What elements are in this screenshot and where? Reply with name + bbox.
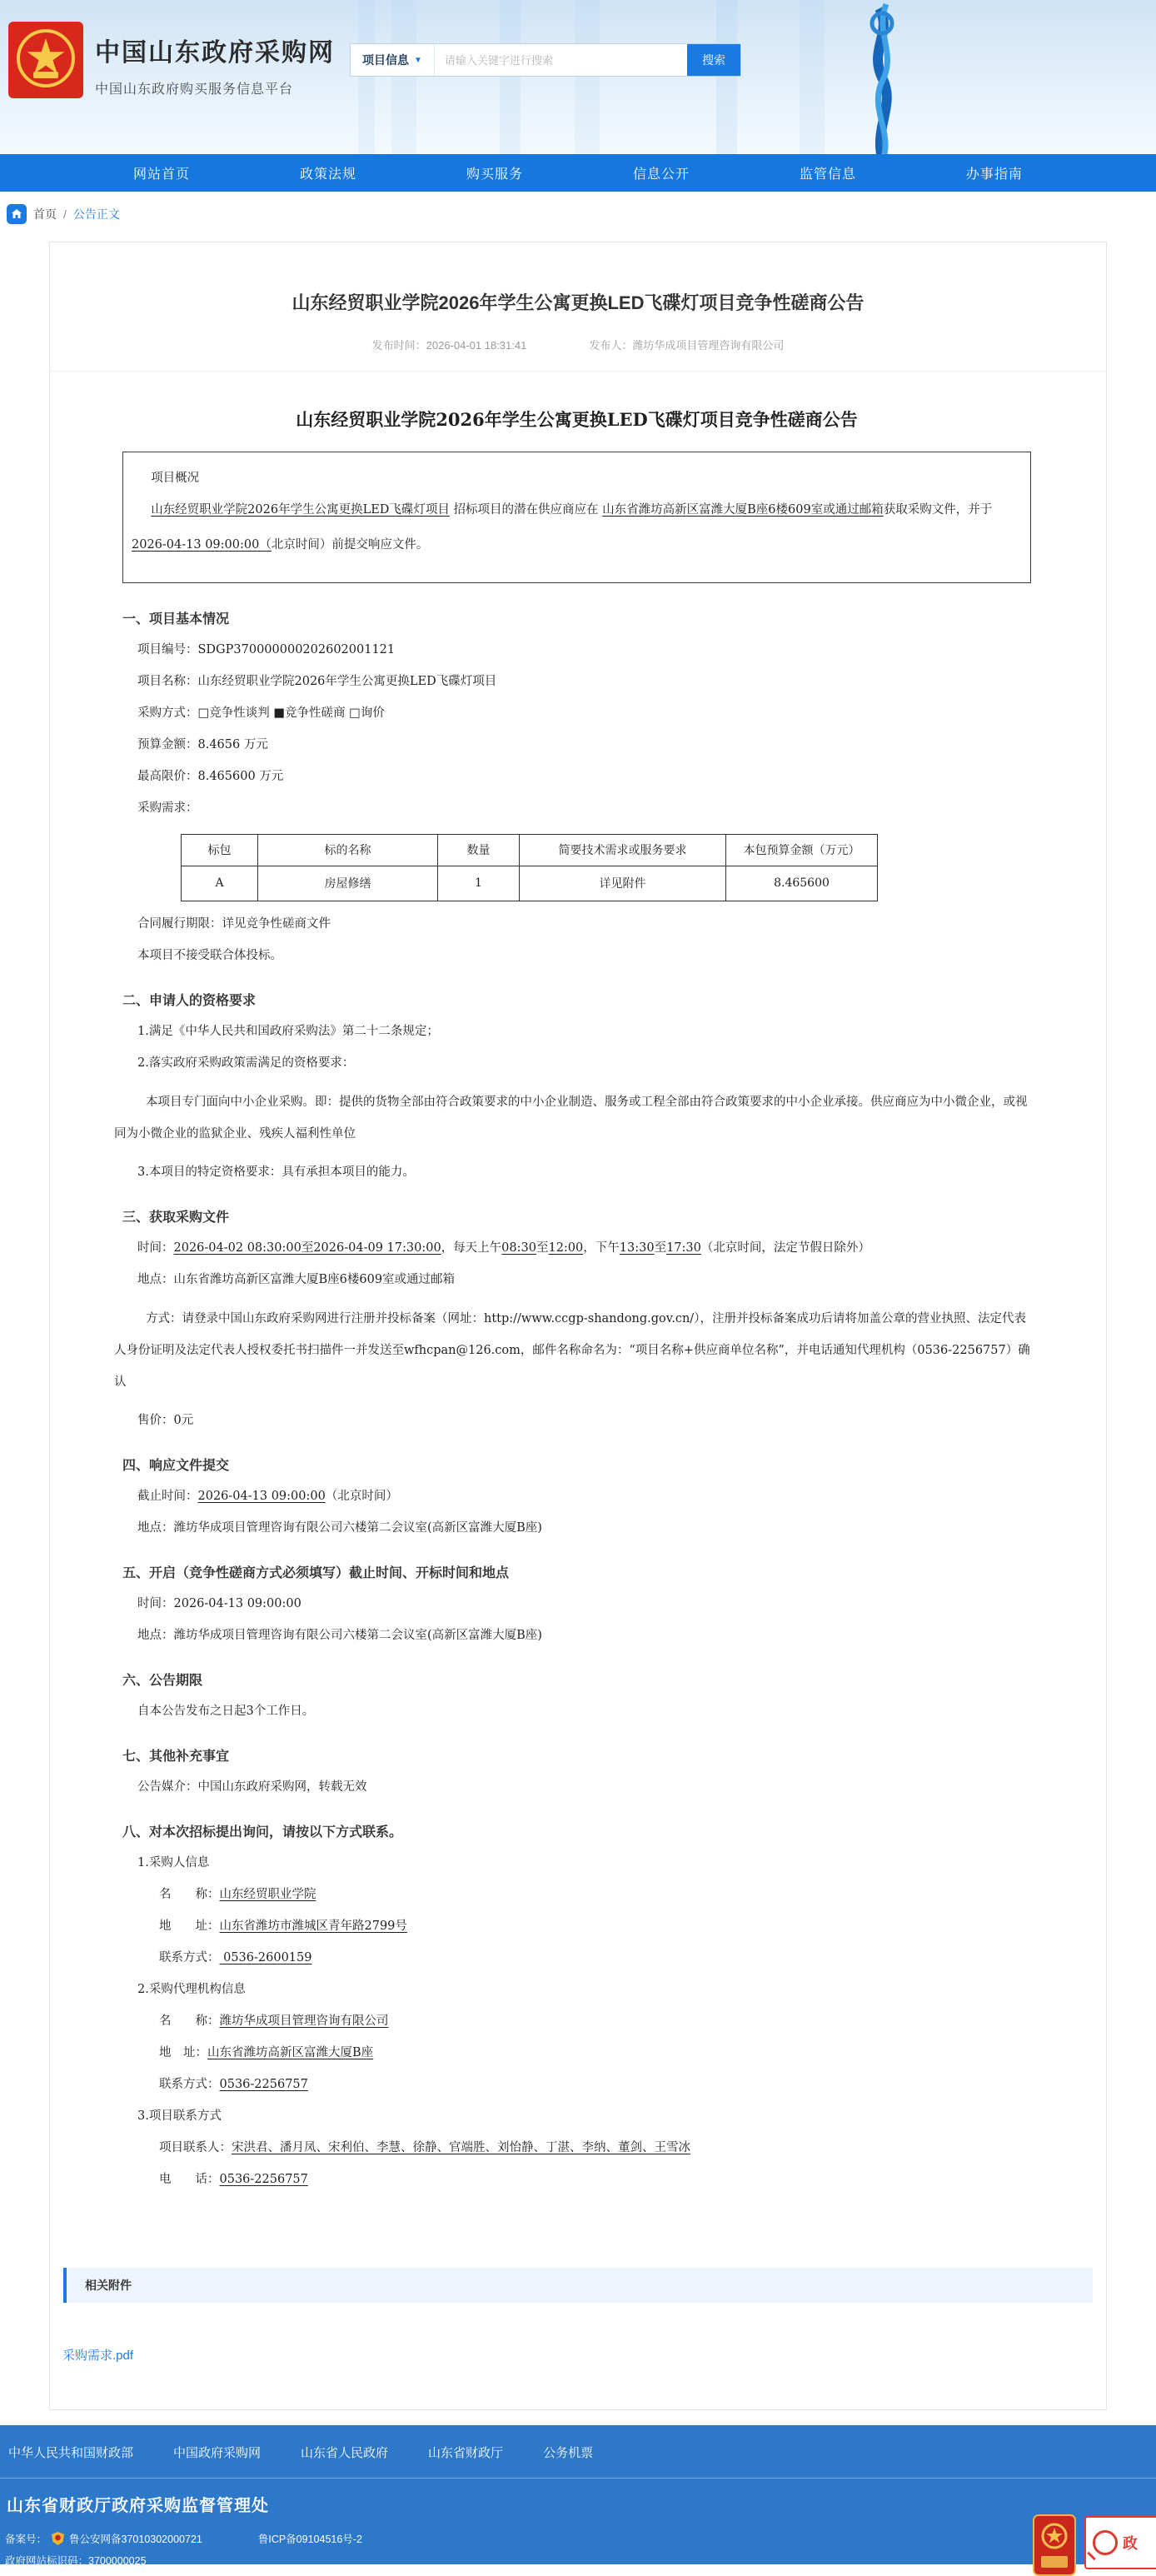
home-icon[interactable]: [7, 204, 27, 224]
seg: 0536-2256757: [219, 2077, 308, 2091]
magnifier-icon: [1093, 2530, 1118, 2555]
seg: 0536-2256757: [219, 2172, 308, 2186]
seg: 山东省潍坊高新区富潍大厦B座6楼609室或通过邮箱: [602, 502, 884, 517]
announcement-card: [49, 242, 1107, 2410]
doc-line: [159, 1949, 1031, 1967]
publisher-value: 潍坊华成项目管理咨询有限公司: [632, 339, 785, 352]
doc-line: 地点：潍坊华成项目管理咨询有限公司六楼第二会议室(高新区富潍大厦B座): [137, 1628, 542, 1642]
site-subtitle: 中国山东政府购买服务信息平台: [95, 82, 294, 97]
publish-time-value: 2026-04-01 18:31:41: [426, 339, 527, 352]
seg: 时间：: [137, 1241, 174, 1255]
doc-line: 1.采购人信息: [137, 1855, 210, 1870]
seg: 2026-04-13 09:00:00（: [132, 537, 272, 552]
seg: 2026-04-02 08:30:00至2026-04-09 17:30:00: [173, 1241, 441, 1255]
seg: 山东经贸职业学院2026年学生公寓更换LED飞碟灯项目: [151, 502, 450, 517]
seg: （北京时间，法定节假日除外）: [700, 1241, 870, 1255]
overview-label: 项目概况: [151, 472, 200, 485]
doc-line: 地点：潍坊华成项目管理咨询有限公司六楼第二会议室(高新区富潍大厦B座): [137, 1520, 542, 1535]
publish-time-label: 发布时间：: [371, 339, 426, 352]
seg: 08:30: [501, 1241, 536, 1255]
doc-line: 售价：0元: [137, 1413, 194, 1427]
section-heading-5: 五、开启（竞争性磋商方式必须填写）截止时间、开标时间和地点: [122, 1565, 510, 1580]
footer-link-official-ticket[interactable]: 公务机票: [543, 2445, 594, 2460]
search-category-dropdown[interactable]: [351, 44, 435, 76]
search-bar: [350, 43, 741, 77]
site-header: [0, 0, 1156, 154]
section-heading-3: 三、获取采购文件: [122, 1210, 230, 1225]
seg: 至: [536, 1241, 549, 1255]
seg: 电 话：: [159, 2172, 220, 2186]
cell-quantity: 1: [438, 866, 520, 901]
footer-link-mof[interactable]: 中华人民共和国财政部: [8, 2445, 134, 2460]
doc-line: 1.满足《中华人民共和国政府采购法》第二十二条规定；: [137, 1024, 439, 1038]
doc-line: [159, 1918, 1031, 1935]
footer-links: [0, 2425, 1156, 2461]
seg: 至: [654, 1241, 667, 1255]
seg: 项目联系人：: [159, 2140, 232, 2154]
seg: 13:30: [619, 1241, 655, 1255]
seg: （北京时间）: [325, 1489, 398, 1503]
attachment-link-pdf[interactable]: 采购需求.pdf: [62, 2348, 134, 2363]
doc-line: 项目名称：山东经贸职业学院2026年学生公寓更换LED飞碟灯项目: [137, 674, 497, 688]
cell-budget: 8.465600: [726, 866, 878, 901]
search-button[interactable]: 搜索: [687, 44, 740, 76]
attachments-heading: 相关附件: [85, 2278, 132, 2292]
seg: ，下午: [583, 1241, 620, 1255]
section-heading-2: 二、申请人的资格要求: [122, 993, 257, 1008]
section-heading-8: 八、对本次招标提出询问，请按以下方式联系。: [122, 1825, 403, 1840]
nav-item-policies[interactable]: 政策法规: [299, 167, 356, 182]
seg: 名 称：: [159, 2014, 220, 2028]
cell-requirements: 详见附件: [520, 866, 726, 901]
breadcrumb-home-link[interactable]: 首页: [33, 207, 57, 221]
landmark-sculpture-graphic: [843, 0, 918, 154]
seg: 联系方式：: [159, 2077, 220, 2091]
doc-paragraph: 方式：请登录中国山东政府采购网进行注册并投标备案（网址：http://www.ccgp-shandong.gov.cn/），注册并投标备案成功后请将加盖公章的营业执照、法定代表人身份证明及法定代表人授权委托书扫描件一并发送至wfhcpan@126.com，邮件名称命名为：“项目名称+供应商单位名称”，并电话通知代理机构（0536-2256757）确认: [114, 1311, 1030, 1389]
publisher: [589, 337, 784, 352]
seg: 12:00: [548, 1241, 584, 1255]
doc-line: 2.采购代理机构信息: [137, 1982, 246, 1996]
doc-line: 时间：2026-04-13 09:00:00: [137, 1596, 301, 1610]
doc-line: 最高限价：8.465600 万元: [137, 769, 284, 783]
party-gov-badge-icon: [1033, 2514, 1076, 2576]
footer-link-shandong-gov[interactable]: 山东省人民政府: [301, 2445, 389, 2460]
seg: 地 址：: [159, 2045, 207, 2059]
lots-table: [181, 834, 878, 901]
footer-link-shandong-finance[interactable]: 山东省财政厅: [428, 2445, 504, 2460]
chevron-down-icon: ▼: [414, 55, 422, 65]
seg: 潍坊华成项目管理咨询有限公司: [219, 2014, 389, 2028]
seg: 山东省潍坊市潍城区青年路2799号: [219, 1919, 407, 1933]
table-row: [182, 866, 878, 901]
col-header: 数量: [438, 834, 520, 866]
police-badge-icon: [52, 2532, 64, 2545]
nav-item-supervision[interactable]: 监管信息: [799, 167, 856, 182]
search-input[interactable]: [435, 44, 687, 76]
doc-line: 采购需求：: [137, 801, 198, 815]
seg: 宋洪君、潘月凤、宋利伯、李慧、徐静、官端胜、刘怡静、丁湛、李纳、董剑、王雪冰: [232, 2140, 690, 2154]
footer-department: 山东省财政厅政府采购监督管理处: [7, 2496, 269, 2515]
document-title: 山东经贸职业学院2026年学生公寓更换LED飞碟灯项目竞争性磋商公告: [296, 409, 858, 430]
section-heading-6: 六、公告期限: [122, 1673, 203, 1688]
seg: 17:30: [666, 1241, 701, 1255]
col-header: 本包预算金额（万元）: [726, 834, 878, 866]
col-header: 标的名称: [258, 834, 438, 866]
doc-line: 2.落实政府采购政策需满足的资格要求：: [137, 1056, 355, 1070]
search-category-label: 项目信息: [362, 53, 409, 67]
page-title: 山东经贸职业学院2026年学生公寓更换LED飞碟灯项目竞争性磋商公告: [291, 292, 865, 313]
doc-line: 自本公告发布之日起3个工作日。: [137, 1704, 315, 1718]
footer-beian-row: [0, 2516, 1156, 2546]
nav-item-home[interactable]: 网站首页: [133, 167, 191, 182]
doc-line: 项目编号：SDGP370000000202602001121: [137, 642, 396, 656]
doc-line: 地点：山东省潍坊高新区富潍大厦B座6楼609室或通过邮箱: [137, 1272, 456, 1286]
seg: 0536-2600159: [219, 1950, 312, 1964]
overview-paragraph: [132, 492, 1022, 562]
cell-lot: A: [182, 866, 258, 901]
seg: 招标项目的潜在供应商应在: [449, 502, 603, 517]
nav-item-service-guide[interactable]: 办事指南: [965, 167, 1023, 182]
doc-line: 合同履行期限：详见竞争性磋商文件: [137, 916, 331, 931]
doc-paragraph: 本项目专门面向中小企业采购。即：提供的货物全部由符合政策要求的中小企业制造、服务或工程全部由符合政策要求的中小企业承接。供应商应为中小微企业，或视同为小微企业的监狱企业、残疾人福利性单位: [114, 1095, 1028, 1141]
seg: 截止时间：: [137, 1489, 198, 1503]
seg: 山东经贸职业学院: [219, 1887, 316, 1901]
breadcrumb: [0, 192, 1156, 237]
doc-line: [159, 2139, 1031, 2157]
doc-line: 采购方式：□竞争性谈判 ■竞争性磋商 □询价: [137, 706, 385, 720]
table-header-row: [182, 834, 878, 866]
doc-line: [137, 1240, 1031, 1257]
seg: ，每天上午: [441, 1241, 502, 1255]
seg: 北京时间）前提交响应文件。: [271, 537, 429, 552]
beian-label: 备案号：: [5, 2533, 47, 2545]
cell-subject: 房屋修缮: [258, 866, 438, 901]
footer-link-ccgp[interactable]: 中国政府采购网: [173, 2445, 262, 2460]
doc-line: 公告媒介：中国山东政府采购网，转载无效: [137, 1780, 367, 1794]
doc-line: [159, 2044, 1031, 2062]
site-title: 中国山东政府采购网: [95, 39, 335, 67]
nav-item-info-disclosure[interactable]: 信息公开: [632, 167, 690, 182]
police-beian-number: 鲁公安网备37010302000721: [69, 2533, 202, 2545]
site-footer: [0, 2425, 1156, 2567]
doc-line: 3.本项目的特定资格要求：具有承担本项目的能力。: [137, 1165, 415, 1179]
main-navigation: [0, 154, 1156, 192]
col-header: 简要技术需求或服务要求: [520, 834, 726, 866]
attachments-header: [63, 2268, 1093, 2303]
badge-text: 政: [1123, 2534, 1138, 2552]
project-overview-box: [122, 452, 1031, 583]
seg: 2026-04-13 09:00:00: [197, 1489, 326, 1503]
icp-number: 鲁ICP备09104516号-2: [257, 2533, 362, 2545]
seg: 地 址：: [159, 1919, 220, 1933]
section-heading-4: 四、响应文件提交: [122, 1458, 230, 1473]
breadcrumb-separator: /: [63, 207, 67, 221]
doc-line: 预算金额：8.4656 万元: [137, 737, 268, 751]
doc-line: 本项目不接受联合体投标。: [137, 948, 282, 962]
doc-line: [159, 2013, 1031, 2030]
doc-line: [159, 2076, 1031, 2094]
seg: 山东省潍坊高新区富潍大厦B座: [207, 2045, 374, 2059]
doc-line: [159, 2171, 1031, 2189]
site-error-report-badge-icon[interactable]: [1084, 2516, 1156, 2569]
national-emblem-logo: [8, 22, 83, 98]
doc-line: [137, 1488, 1031, 1505]
article-meta: [50, 337, 1106, 372]
publisher-label: 发布人：: [589, 339, 633, 352]
publish-time: [372, 337, 527, 352]
seg: 名 称：: [159, 1887, 220, 1901]
seg: 联系方式：: [159, 1950, 220, 1964]
section-heading-1: 一、项目基本情况: [122, 612, 230, 627]
site-code: 政府网站标识码：3700000025: [5, 2554, 147, 2567]
seg: 获取采购文件，并于: [883, 502, 993, 517]
breadcrumb-current[interactable]: 公告正文: [72, 207, 120, 221]
col-header: 标包: [182, 834, 258, 866]
announcement-document: [50, 372, 1106, 2189]
section-heading-7: 七、其他补充事宜: [122, 1749, 230, 1764]
nav-item-purchase-services[interactable]: 购买服务: [466, 167, 523, 182]
doc-line: [159, 1886, 1031, 1904]
doc-line: 3.项目联系方式: [137, 2109, 222, 2123]
